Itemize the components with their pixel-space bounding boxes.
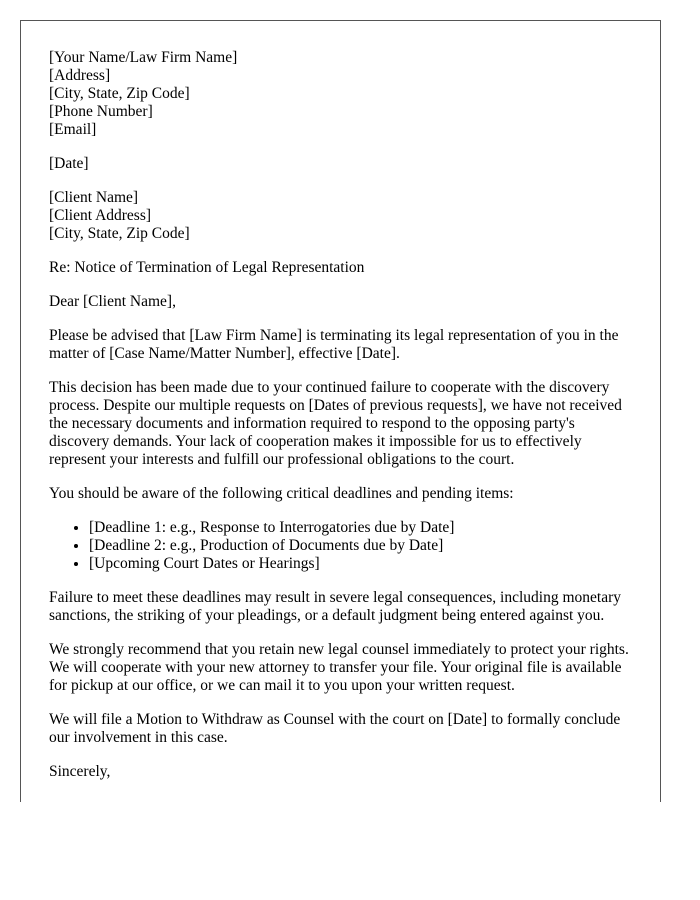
sender-phone: [Phone Number] (49, 103, 153, 120)
paragraph-motion-to-withdraw: We will file a Motion to Withdraw as Counsel with the court on [Date] to formally conclude our involvement in this case. (49, 711, 621, 746)
subject-line: Re: Notice of Termination of Legal Representation (49, 259, 365, 276)
deadline-item: • [Deadline 2: e.g., Production of Documents due by Date] (89, 537, 634, 555)
recipient-city-state-zip: [City, State, Zip Code] (49, 225, 190, 242)
valediction: Sincerely, (49, 763, 111, 780)
sender-name: [Your Name/Law Firm Name] (49, 49, 238, 66)
sender-email: [Email] (49, 121, 97, 138)
sender-city-state-zip: [City, State, Zip Code] (49, 85, 190, 102)
deadline-item: • [Deadline 1: e.g., Response to Interrogatories due by Date] (89, 519, 634, 537)
date-block (49, 155, 634, 173)
paragraph-new-counsel: We strongly recommend that you retain new legal counsel immediately to protect your rights. We will cooperate with your new attorney to transfer your file. Your original file is available for pickup at our office, or we can mail it to you upon your written request. (49, 641, 629, 694)
letter-page (20, 20, 661, 802)
letter-body (49, 49, 634, 797)
paragraph-deadlines-intro: You should be aware of the following critical deadlines and pending items: (49, 485, 514, 502)
recipient-block (49, 189, 634, 243)
salutation: Dear [Client Name], (49, 293, 176, 310)
recipient-address: [Client Address] (49, 207, 152, 224)
paragraph-reason: This decision has been made due to your continued failure to cooperate with the discovery process. Despite our multiple requests on [Dates of previous requests], we have not received the necessary documents and information required to respond to the opposing party's discovery demands. Your lack of cooperation makes it impossible for us to effectively represent your interests and fulfill our professional obligations to the court. (49, 379, 622, 468)
paragraph-consequences: Failure to meet these deadlines may result in severe legal consequences, including monetary sanctions, the striking of your pleadings, or a default judgment being entered against you. (49, 589, 622, 624)
deadline-item: • [Upcoming Court Dates or Hearings] (89, 555, 634, 573)
recipient-name: [Client Name] (49, 189, 139, 206)
paragraph-termination-notice: Please be advised that [Law Firm Name] is terminating its legal representation of you in the matter of [Case Name/Matter Number], effective [Date]. (49, 327, 619, 362)
sender-address: [Address] (49, 67, 111, 84)
letter-date: [Date] (49, 155, 89, 172)
deadline-list (49, 519, 634, 573)
sender-block (49, 49, 634, 139)
